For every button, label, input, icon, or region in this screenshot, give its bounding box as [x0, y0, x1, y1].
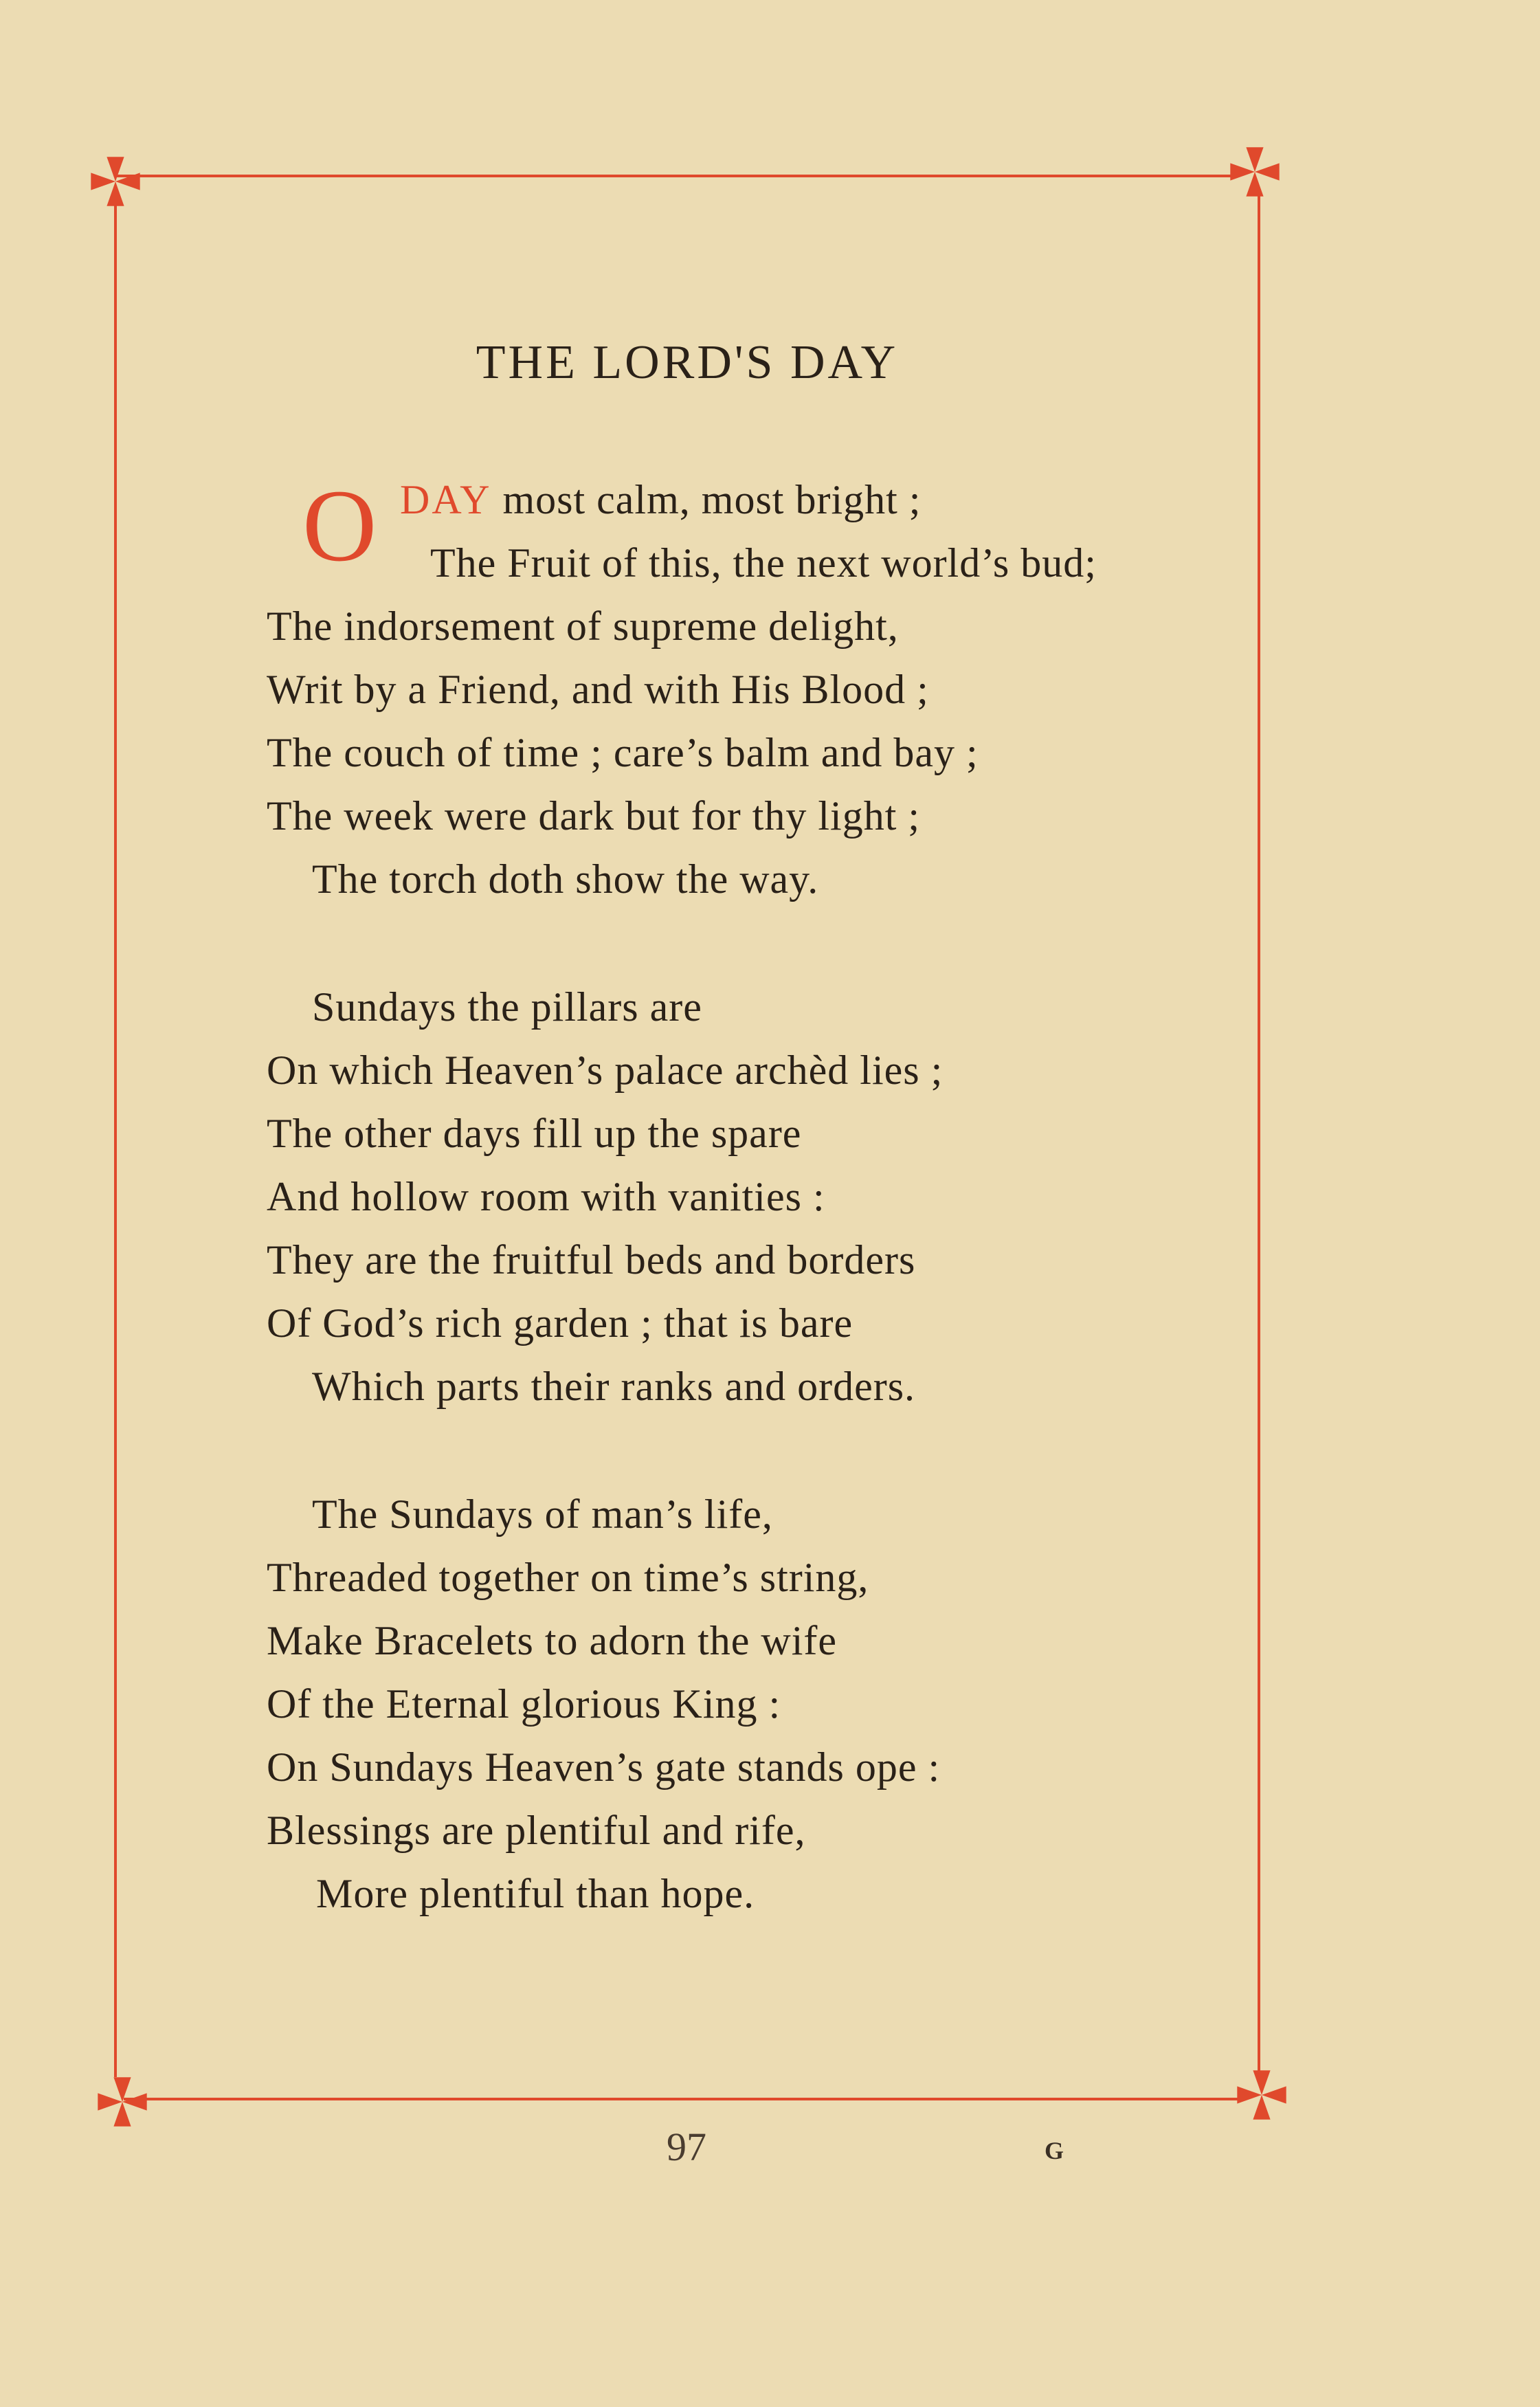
poem-line: Of the Eternal glorious King :: [267, 1681, 781, 1727]
border-bottom-rule: [124, 2098, 1244, 2100]
maltese-cross-icon: [1226, 143, 1284, 201]
poem-line: Of God’s rich garden ; that is bare: [267, 1300, 853, 1346]
poem-title: THE LORD'S DAY: [476, 336, 899, 389]
poem-line: Sundays the pillars are: [312, 984, 702, 1030]
poem-line: The week were dark but for thy light ;: [267, 793, 921, 839]
poem-line: They are the fruitful beds and borders: [267, 1237, 916, 1283]
maltese-cross-icon: [93, 2073, 151, 2131]
poem-line: Blessings are plentiful and rife,: [267, 1808, 806, 1853]
page-number: 97: [667, 2125, 706, 2169]
maltese-cross-icon: [87, 153, 144, 210]
poem-line: The Fruit of this, the next world’s bud;: [430, 540, 1097, 586]
first-word-small-caps: DAY: [400, 477, 492, 522]
poem-line: On Sundays Heaven’s gate stands ope :: [267, 1744, 941, 1790]
poem-line: Writ by a Friend, and with His Blood ;: [267, 667, 929, 712]
poem-line: And hollow room with vanities :: [267, 1174, 825, 1219]
poem-line: The Sundays of man’s life,: [312, 1491, 773, 1537]
poem-line: More plentiful than hope.: [316, 1871, 755, 1916]
drop-cap: O: [302, 469, 377, 583]
poem-line: The torch doth show the way.: [312, 856, 819, 902]
border-right-rule: [1258, 194, 1260, 2077]
signature-mark: G: [1045, 2137, 1066, 2164]
poem-line: Make Bracelets to adorn the wife: [267, 1618, 838, 1663]
poem-line: On which Heaven’s palace archèd lies ;: [267, 1047, 944, 1093]
poem-line: [400, 476, 921, 524]
first-line-rest: most calm, most bright ;: [491, 477, 922, 522]
poem-line: The other days fill up the spare: [267, 1111, 802, 1156]
poem-line: The indorsement of supreme delight,: [267, 603, 899, 649]
border-top-rule: [115, 175, 1236, 177]
poem-line: The couch of time ; care’s balm and bay ;: [267, 730, 979, 775]
border-left-rule: [114, 194, 117, 2077]
poem-line: Threaded together on time’s string,: [267, 1555, 869, 1600]
poem-line: Which parts their ranks and orders.: [312, 1364, 916, 1409]
maltese-cross-icon: [1233, 2066, 1291, 2124]
